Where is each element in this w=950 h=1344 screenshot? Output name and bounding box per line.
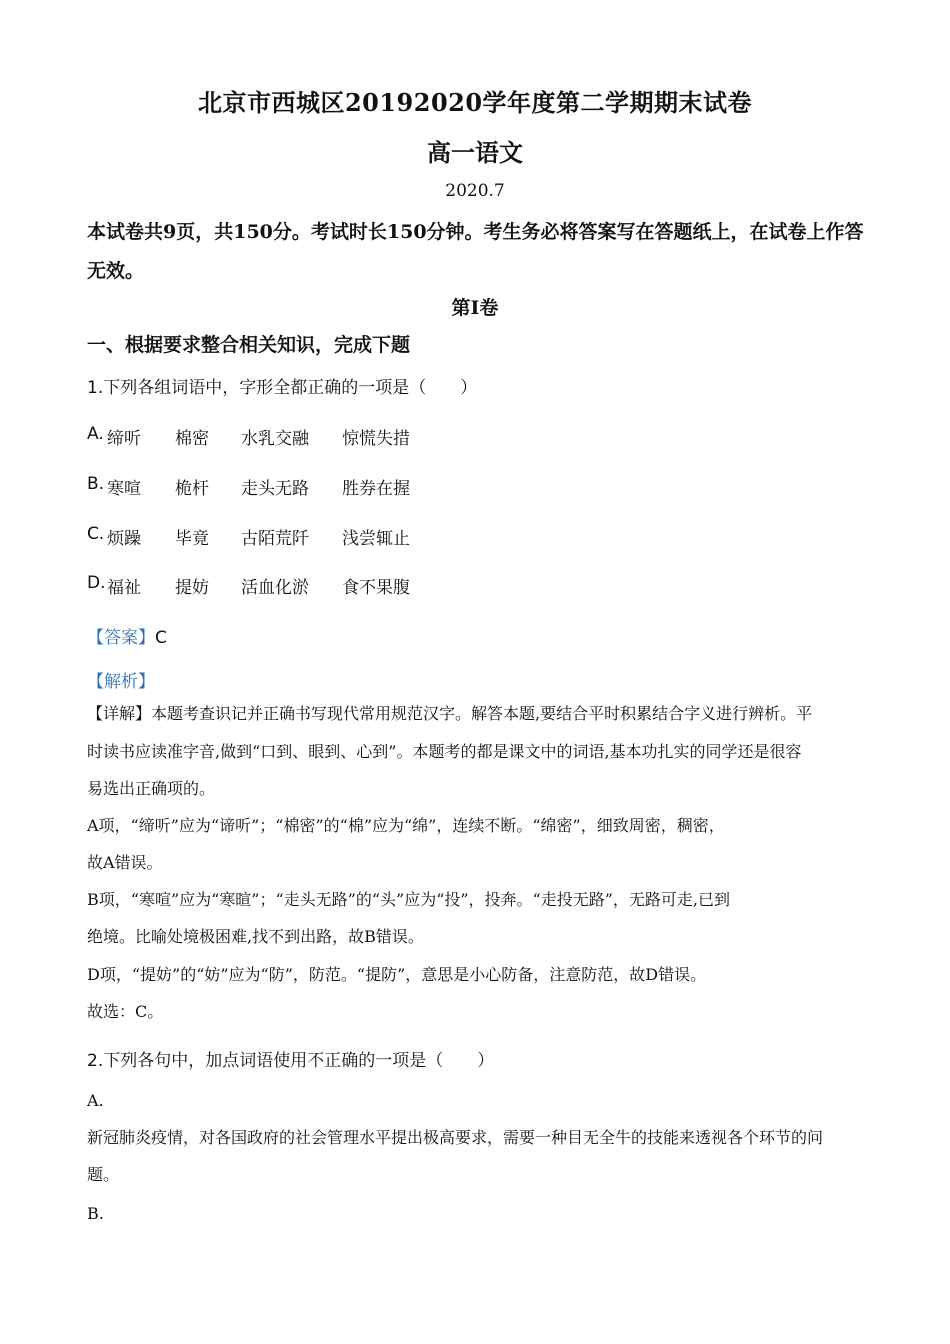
question-2-number: 2. xyxy=(87,1051,104,1071)
analysis-line-4: A项，“缔听”应为“谛听”；“棉密”的“棉”应为“绵”，连续不断。“绵密”，细致周密，稠密， xyxy=(87,816,725,835)
analysis-line-2: 时读书应读准字音,做到“口到、眼到、心到”。本题考的都是课文中的词语,基本功扎实的同学还是很容 xyxy=(87,742,802,761)
question-2-stem xyxy=(87,1046,494,1071)
option-c-letter: C. xyxy=(87,524,105,544)
question-1-stem xyxy=(87,373,477,398)
answer-value: C xyxy=(155,628,167,648)
option-c-word-1: 烦躁 xyxy=(107,529,141,549)
option-d-word-1: 福祉 xyxy=(107,578,141,598)
exam-date: 2020.7 xyxy=(445,181,505,201)
notice-line-2: 无效。 xyxy=(87,260,145,282)
analysis-line-8: D项，“提妨”的“妨”应为“防”，防范。“提防”，意思是小心防备，注意防范，故D错误。 xyxy=(87,965,707,984)
analysis-line-1: 【详解】本题考查识记并正确书写现代常用规范汉字。解答本题,要结合平时积累结合字义进行辨析。平 xyxy=(87,704,813,723)
option-a-word-3: 水乳交融 xyxy=(241,429,309,449)
question-2-option-a-letter: A. xyxy=(87,1091,104,1110)
option-d-word-3: 活血化淤 xyxy=(241,578,309,598)
option-b-letter: B. xyxy=(87,474,105,494)
answer-line xyxy=(87,623,167,648)
analysis-line-7: 绝境。比喻处境极困难,找不到出路，故B错误。 xyxy=(87,927,424,946)
option-b-word-1: 寒喧 xyxy=(107,479,141,499)
exam-subject: 高一语文 xyxy=(427,138,523,167)
option-c-word-3: 古陌荒阡 xyxy=(241,529,309,549)
question-1-number: 1. xyxy=(87,378,104,398)
option-c-word-2: 毕竟 xyxy=(175,529,209,549)
option-d-word-2: 提妨 xyxy=(175,578,209,598)
option-b-word-2: 桅杆 xyxy=(175,479,209,499)
section-heading: 一、根据要求整合相关知识，完成下题 xyxy=(87,334,411,356)
option-d-word-4: 食不果腹 xyxy=(342,578,410,598)
option-b-word-3: 走头无路 xyxy=(241,479,309,499)
option-a-word-4: 惊慌失措 xyxy=(342,429,410,449)
answer-tag: 【答案】 xyxy=(87,628,155,648)
analysis-line-3: 易选出正确项的。 xyxy=(87,779,216,798)
notice-line-1: 本试卷共9页，共150分。考试时长150分钟。考生务必将答案写在答题纸上，在试卷上作答 xyxy=(87,221,864,243)
volume-heading: 第Ⅰ卷 xyxy=(451,297,499,319)
option-d-letter: D. xyxy=(87,573,106,593)
option-c-word-4: 浅尝辄止 xyxy=(342,529,410,549)
question-2-option-a-line-2: 题。 xyxy=(87,1165,120,1184)
question-2-option-b-letter: B. xyxy=(87,1204,104,1223)
option-b-word-4: 胜券在握 xyxy=(342,479,410,499)
option-a-letter: A. xyxy=(87,424,104,444)
analysis-line-6: B项，“寒喧”应为“寒暄”；“走头无路”的“头”应为“投”，投奔。“走投无路”，无路可走,已到 xyxy=(87,890,731,909)
analysis-line-9: 故选：C。 xyxy=(87,1002,164,1021)
exam-title: 北京市西城区20192020学年度第二学期期末试卷 xyxy=(197,88,753,117)
analysis-tag: 【解析】 xyxy=(87,672,155,692)
question-2-option-a-line-1: 新冠肺炎疫情，对各国政府的社会管理水平提出极高要求，需要一种目无全牛的技能来透视各个环节的问 xyxy=(87,1128,824,1147)
question-1-text: 下列各组词语中，字形全都正确的一项是（ ） xyxy=(103,378,478,398)
option-a-word-2: 棉密 xyxy=(175,429,209,449)
analysis-line-5: 故A错误。 xyxy=(87,853,163,872)
option-a-word-1: 缔听 xyxy=(107,429,141,449)
question-2-text: 下列各句中，加点词语使用不正确的一项是（ ） xyxy=(103,1051,495,1071)
